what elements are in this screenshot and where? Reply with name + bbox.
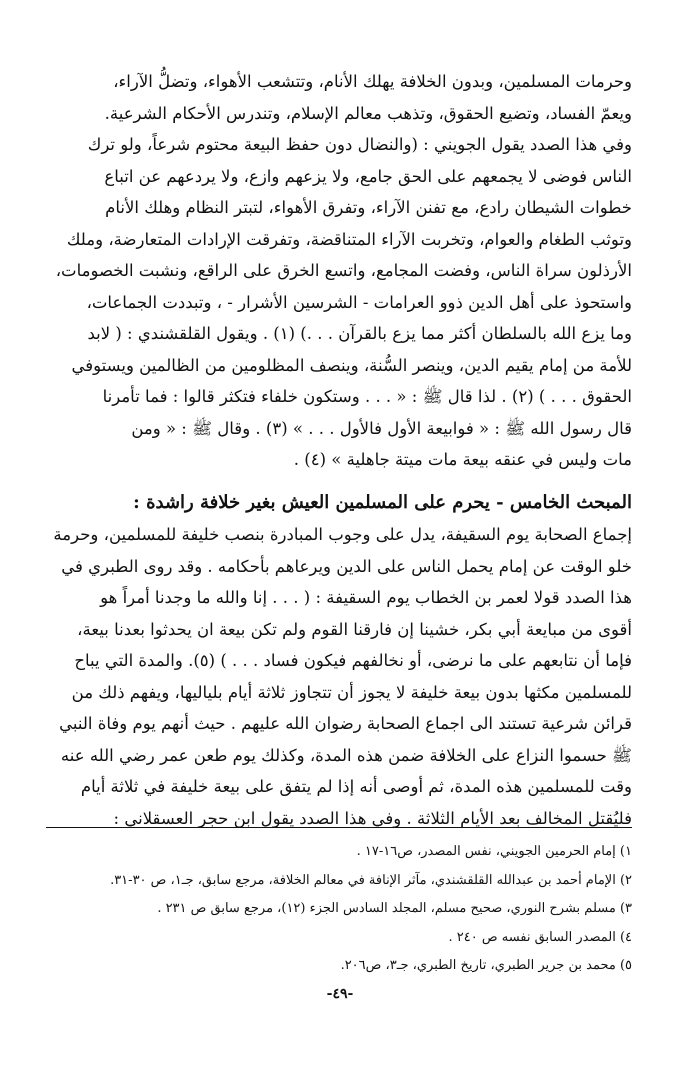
footnote-item: ١) إمام الحرمين الجويني، نفس المصدر، ص١٦-١٧ . — [356, 844, 632, 859]
footnotes — [46, 838, 632, 981]
body-line: قرائن شرعية تستند الى اجماع الصحابة رضوان الله عليهم . حيث أنهم يوم وفاة النبي — [59, 714, 632, 733]
body-line: وتوثب الطغام والعوام، وتخربت الآراء المتناقضة، وتفرقت الإرادات المتعارضة، وملك — [66, 229, 632, 249]
body-line: وما يزع الله بالسلطان أكثر مما يزع بالقرآن . . .) (١) . ويقول القلقشندي : ( لابد — [87, 324, 632, 343]
body-line: الناس فوضى لا يجمعهم على الحق جامع، ولا يزعهم وازع، ولا يردعهم عن اتباع — [104, 166, 632, 186]
body-line: وقت للمسلمين هذه المدة، ثم أوصى أنه إذا لم يتفق على بيعة خليفة في ثلاثة أيام — [80, 777, 632, 796]
body-line: فإما أن نتابعهم على ما نرضى، أو نخالفهم فيكون فساد . . . ) (٥). والمدة التي يباح — [74, 651, 632, 670]
body-line: خلو الوقت عن إمام يحمل الناس على الدين ويرعاهم بأحكامه . وقد روى الطبري في — [61, 556, 632, 576]
body-line: خطوات الشيطان رادع، مع تفنن الآراء، وتفرق الأهواء، لتبتر النظام وهلك الأنام — [105, 198, 632, 217]
body-line: الحقوق . . . ) (٢) . لذا قال ﷺ : « . . . وستكون خلفاء فتكثر قالوا : فما تأمرنا — [102, 387, 632, 406]
footnote-divider — [46, 827, 632, 828]
body-line: للأمة من إمام يقيم الدين، وينصر السُّنة، وينصف المظلومين من الظالمين ويستوفي — [71, 355, 632, 375]
body-line: فليُقتل المخالف بعد الأيام الثلاثة . وفي هذا الصدد يقول ابن حجر العسقلاني : — [113, 808, 632, 828]
page-number: -٤٩- — [326, 986, 354, 1002]
footnote-item: ٤) المصدر السابق نفسه ص ٢٤٠ . — [448, 929, 632, 945]
body-line: وفي هذا الصدد يقول الجويني : (والنضال دون حفظ البيعة محتوم شرعاً، ولو ترك — [87, 135, 632, 154]
footnote-item: ٢) الإمام أحمد بن عبدالله القلقشندي، مآثر الإنافة في معالم الخلافة، مرجع سابق، جـ١، ص ٣٠-٣١. — [110, 872, 632, 888]
footnote-item: ٥) محمد بن جرير الطبري، تاريخ الطبري، جـ٣، ص٢٠٦. — [340, 958, 632, 973]
body-line: واستحوذ على أهل الدين ذوو العرامات - الشرسين الأشرار - ، وتبددت الجماعات، — [86, 292, 632, 312]
body-line: مات وليس في عنقه بيعة مات ميتة جاهلية » (٤) . — [293, 450, 632, 469]
section-heading: المبحث الخامس - يحرم على المسلمين العيش بغير خلافة راشدة : — [133, 492, 632, 513]
body-line: الأرذلون سراة الناس، وفضت المجامع، واتسع الخرق على الراقع، ونشبت الخصومات، — [55, 261, 632, 280]
body-line: هذا الصدد قولا لعمر بن الخطاب يوم السقيفة : ( . . . إنا والله ما وجدنا أمراً هو — [100, 588, 632, 607]
footnote-item: ٣) مسلم بشرح النوري، صحيح مسلم، المجلد السادس الجزء (١٢)، مرجع سابق ص ٢٣١ . — [157, 901, 632, 916]
body-line: وحرمات المسلمين، وبدون الخلافة يهلك الأنام، وتتشعب الأهواء، وتضلُّ الآراء، — [113, 72, 632, 91]
body-line: قال رسول الله ﷺ : « فوابيعة الأول فالأول . . . » (٣) . وقال ﷺ : « ومن — [131, 418, 632, 438]
body-line: ويعمّ الفساد، وتضيع الحقوق، وتذهب معالم الإسلام، وتندرس الأحكام الشرعية. — [104, 103, 632, 123]
body-text-part2 — [46, 519, 632, 834]
body-line: إجماع الصحابة يوم السقيفة، يدل على وجوب المبادرة بنصب خليفة للمسلمين، وحرمة — [53, 525, 632, 544]
body-line: ﷺ حسموا النزاع على الخلافة ضمن هذه المدة، وكذلك يوم طعن عمر رضي الله عنه — [60, 745, 632, 765]
body-line: للمسلمين مكثها بدون بيعة خليفة لا يجوز أن تتجاوز ثلاثة أيام بلياليها، ويفهم ذلك من — [71, 682, 632, 702]
body-text-part1 — [46, 66, 632, 476]
body-line: أقوى من مبايعة أبي بكر، خشينا إن فارقنا القوم ولم تكن بيعة ان يحدثوا بعدنا بيعة، — [77, 619, 632, 639]
